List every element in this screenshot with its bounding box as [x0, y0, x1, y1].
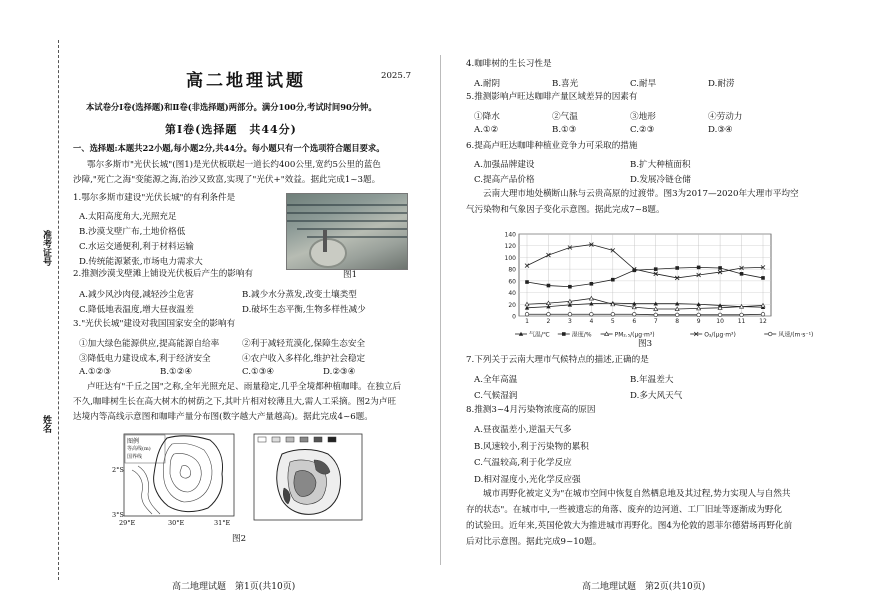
legend-label: 气温/℃ — [529, 331, 550, 339]
q3-option-b[interactable]: B.①②④ — [160, 367, 193, 377]
q8-option-a[interactable]: A.昼夜温差小,逆温天气多 — [474, 425, 572, 435]
y-tick-label: 80 — [508, 266, 516, 274]
legend-label: 湿度/% — [571, 331, 592, 339]
map-legend-title: 图例 — [127, 438, 140, 445]
exam-intro: 本试卷分Ⅰ卷(选择题)和Ⅱ卷(非选择题)两部分。满分100分,考试时间90分钟。 — [86, 102, 377, 112]
passage-2-line-1: 卢旺达有"千丘之国"之称,全年光照充足、雨量稳定,几乎全境都种植咖啡。在独立后 — [87, 382, 402, 392]
q6-option-a[interactable]: A.加强品牌建设 — [474, 160, 535, 170]
q5-stem: 5.推测影响卢旺达咖啡产量区域差异的因素有 — [466, 92, 638, 102]
data-point-s5 — [654, 313, 658, 317]
x-tick-label: 5 — [610, 318, 615, 325]
q3-statement-4: ④农户收入多样化,维护社会稳定 — [242, 354, 366, 364]
legend-label: PM₂.₅/(μg·m³) — [614, 331, 655, 339]
q2-option-b[interactable]: B.减少水分蒸发,改变土壤类型 — [242, 290, 357, 300]
passage-4-line-1: 城市再野化被定义为"在城市空间中恢复自然栖息地及其过程,势力实现人与自然共 — [483, 489, 791, 499]
q3-statement-3: ③降低电力建设成本,利于经济安全 — [79, 354, 211, 364]
x-tick-label: 2 — [546, 318, 551, 325]
passage-4-line-3: 的试验田。近年来,英国伦敦大为推进城市再野化。图4为伦敦的恩菲尔德猎场再野化前 — [466, 521, 793, 531]
data-point-s5 — [697, 313, 701, 317]
data-point-s2 — [675, 266, 679, 270]
air-quality-chart — [493, 228, 814, 340]
x-tick-label: 3 — [567, 318, 572, 325]
y-tick-label: 20 — [508, 301, 516, 309]
name-label: 姓名 — [41, 415, 51, 433]
q4-option-d[interactable]: D.耐涝 — [708, 79, 735, 89]
q7-option-a[interactable]: A.全年高温 — [474, 375, 518, 385]
data-point-s5 — [547, 312, 551, 316]
data-point-s5 — [525, 312, 529, 316]
footer-left: 高二地理试题 第1页(共10页) — [172, 582, 296, 592]
series-line-4 — [527, 245, 763, 278]
data-point-s2 — [590, 282, 594, 286]
data-point-s2 — [761, 276, 765, 280]
data-point-s5 — [590, 312, 594, 316]
q3-statement-1: ①加大绿色能源供应,提高能源自给率 — [79, 339, 220, 349]
data-point-s2 — [654, 267, 658, 271]
q8-option-c[interactable]: C.气温较高,利于化学反应 — [474, 458, 572, 468]
page-title: 高二地理试题 — [186, 71, 306, 91]
y-tick-label: 0 — [512, 313, 516, 321]
x-tick-label: 6 — [632, 318, 637, 325]
x-tick-label: 1 — [525, 318, 529, 325]
legend-marker — [562, 332, 566, 336]
q2-option-d[interactable]: D.破坏生态平衡,生物多样性减少 — [242, 305, 366, 315]
data-point-s5 — [632, 312, 636, 316]
q2-stem: 2.推测沙漠戈壁滩上铺设光伏板后产生的影响有 — [73, 269, 254, 279]
series-line-5 — [527, 314, 763, 315]
q4-option-a[interactable]: A.耐阴 — [474, 79, 501, 89]
q7-stem: 7.下列关于云南大理市气候特点的描述,正确的是 — [466, 355, 649, 365]
passage-1-line-2: 沙障,"死亡之海"变能源之海,治沙又致富,实现了"光伏+"效益。据此完成1~3题。 — [73, 175, 381, 185]
q3-option-d[interactable]: D.②③④ — [323, 367, 356, 377]
x-tick-label: 9 — [696, 318, 701, 325]
q5-option-c[interactable]: C.②③ — [630, 125, 655, 135]
exam-number-label: 准考证号 — [41, 230, 51, 266]
passage-1-line-1: 鄂尔多斯市"光伏长城"(图1)是光伏板联起一道长约400公里,宽约5公里的蓝色 — [87, 160, 381, 170]
q3-option-a[interactable]: A.①②③ — [79, 367, 112, 377]
map-legend-border: 国界线 — [127, 454, 143, 460]
q7-option-d[interactable]: D.多大风天气 — [630, 391, 683, 401]
q6-option-b[interactable]: B.扩大种植面积 — [630, 160, 691, 170]
q5-statement-1: ①降水 — [474, 112, 500, 122]
q4-stem: 4.咖啡树的生长习性是 — [466, 59, 552, 69]
data-point-s2 — [568, 285, 572, 289]
x-tick-label: 8 — [675, 318, 680, 325]
x-tick-label: 12 — [759, 318, 767, 325]
page-divider — [440, 55, 441, 565]
data-point-s5 — [740, 313, 744, 317]
lon-31e-label: 31°E — [214, 519, 231, 527]
q7-option-b[interactable]: B.年温差大 — [630, 375, 674, 385]
q1-stem: 1.鄂尔多斯市建设"光伏长城"的有利条件是 — [73, 193, 236, 203]
passage-4-line-4: 后对比示意图。据此完成9~10题。 — [466, 537, 602, 547]
q4-option-b[interactable]: B.喜光 — [552, 79, 579, 89]
q5-statement-2: ②气温 — [552, 112, 578, 122]
binding-line — [58, 40, 59, 580]
y-tick-label: 140 — [504, 231, 516, 239]
q5-statement-3: ③地形 — [630, 112, 656, 122]
section-title: 第Ⅰ卷(选择题 共44分) — [165, 123, 297, 136]
q3-option-c[interactable]: C.①③④ — [242, 367, 275, 377]
q3-stem: 3."光伏长城"建设对我国国家安全的影响有 — [73, 319, 236, 329]
y-tick-label: 100 — [504, 254, 516, 262]
q3-statement-2: ②利于减轻荒漠化,保障生态安全 — [242, 339, 366, 349]
q7-option-c[interactable]: C.气候湿润 — [474, 391, 518, 401]
data-point-s5 — [675, 313, 679, 317]
data-point-s2 — [525, 280, 529, 284]
data-point-s5 — [718, 313, 722, 317]
q8-stem: 8.推测3~4月污染物浓度高的原因 — [466, 405, 596, 415]
solar-farm-photo — [286, 193, 408, 270]
map-legend-contour: 等高线(m) — [127, 446, 151, 452]
passage-2-line-3: 达境内等高线示意图和咖啡产量分布图(数字越大产量越高)。据此完成4~6题。 — [73, 412, 373, 422]
q2-option-c[interactable]: C.降低地表温度,增大昼夜温差 — [79, 305, 194, 315]
figure-3-caption: 图3 — [638, 339, 653, 349]
legend-label: 风速/(m·s⁻¹) — [778, 331, 814, 339]
x-tick-label: 11 — [737, 318, 746, 325]
lat-2s-label: 2°S — [112, 466, 124, 474]
x-tick-label: 4 — [589, 318, 594, 325]
q1-option-a[interactable]: A.太阳高度角大,光照充足 — [79, 212, 177, 222]
data-point-s5 — [761, 312, 765, 316]
data-point-s5 — [611, 312, 615, 316]
exam-date: 2025.7 — [381, 71, 412, 81]
legend-marker — [768, 332, 772, 336]
q5-option-b[interactable]: B.①③ — [552, 125, 577, 135]
passage-2-line-2: 不久,咖啡树生长在高大树木的树荫之下,其叶片相对较薄且大,需人工采摘。图2为卢旺 — [73, 397, 397, 407]
x-tick-label: 7 — [653, 318, 658, 325]
q6-option-c[interactable]: C.提高产品价格 — [474, 175, 535, 185]
q1-option-c[interactable]: C.水运交通便利,利于材料运输 — [79, 242, 194, 252]
q4-option-c[interactable]: C.耐旱 — [630, 79, 657, 89]
q6-stem: 6.提高卢旺达咖啡种植业竞争力可采取的措施 — [466, 141, 638, 151]
q8-option-d[interactable]: D.相对湿度小,光化学反应强 — [474, 475, 581, 485]
passage-3-line-1: 云南大理市地处横断山脉与云贵高原的过渡带。图3为2017—2020年大理市平均空 — [483, 189, 799, 199]
data-point-s2 — [740, 272, 744, 276]
y-tick-label: 40 — [508, 290, 516, 298]
data-point-s2 — [611, 278, 615, 282]
figure-2-caption: 图2 — [232, 534, 247, 544]
data-point-s2 — [547, 284, 551, 288]
q8-option-b[interactable]: B.风速较小,利于污染物的累积 — [474, 442, 589, 452]
section-instruction: 一、选择题:本题共22小题,每小题2分,共44分。每小题只有一个选项符合题目要求。 — [73, 143, 385, 153]
lon-30e-label: 30°E — [168, 519, 185, 527]
figure-1-caption: 图1 — [343, 270, 358, 280]
q1-option-d[interactable]: D.传统能源紧张,市场电力需求大 — [79, 257, 203, 267]
data-point-s2 — [718, 266, 722, 270]
lat-3s-label: 3°S — [112, 511, 124, 519]
passage-3-line-2: 气污染物和气象因子变化示意图。据此完成7~8题。 — [466, 205, 665, 215]
q5-option-a[interactable]: A.①② — [474, 125, 499, 135]
x-tick-label: 10 — [716, 318, 724, 325]
data-point-s5 — [568, 312, 572, 316]
passage-4-line-2: 存的状态"。在城市中,一些被遗忘的角落、废弃的边河道、工厂旧址等逐渐成为野化 — [466, 505, 783, 515]
data-point-s2 — [697, 266, 701, 270]
lon-29e-label: 29°E — [119, 519, 136, 527]
q5-statement-4: ④劳动力 — [708, 112, 743, 122]
legend-label: O₃/(μg·m³) — [704, 331, 736, 339]
q5-option-d[interactable]: D.③④ — [708, 125, 733, 135]
q2-option-a[interactable]: A.减少风沙肉侵,减轻沙尘危害 — [79, 290, 194, 300]
y-tick-label: 60 — [508, 278, 516, 286]
coffee-production-map — [252, 432, 364, 524]
y-tick-label: 120 — [504, 243, 516, 251]
q6-option-d[interactable]: D.发展冷链仓储 — [630, 175, 691, 185]
footer-right: 高二地理试题 第2页(共10页) — [582, 582, 706, 592]
q1-option-b[interactable]: B.沙漠戈壁广布,土地价格低 — [79, 227, 186, 237]
